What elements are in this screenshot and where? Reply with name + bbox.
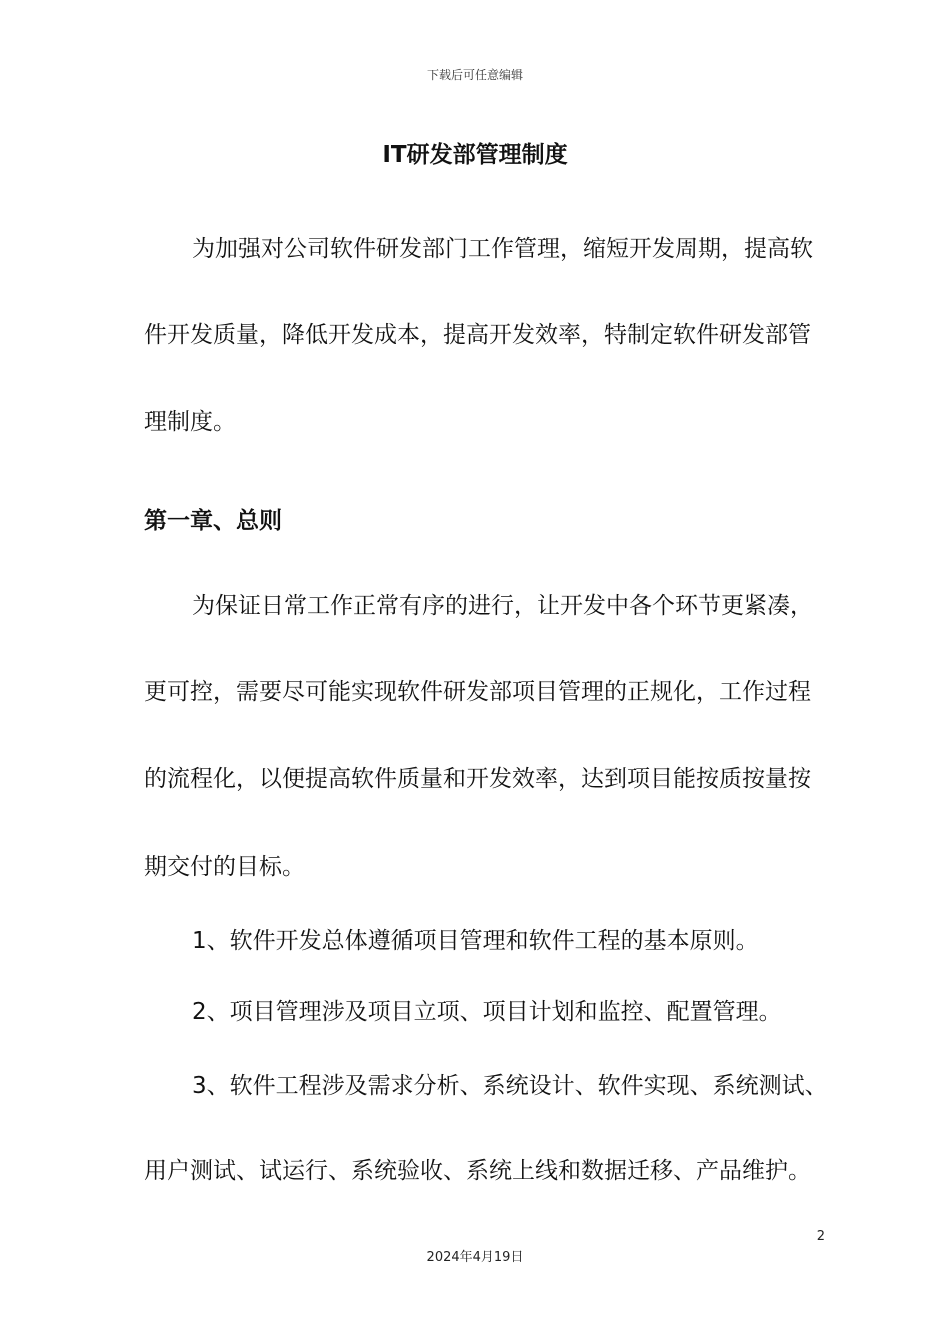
intro-line: 理制度。 xyxy=(144,409,236,435)
chapter-heading: 第一章、总则 xyxy=(144,508,282,534)
list-item: 3、软件工程涉及需求分析、系统设计、软件实现、系统测试、 xyxy=(192,1073,828,1099)
intro-line: 为加强对公司软件研发部门工作管理，缩短开发周期，提高软 xyxy=(192,236,813,262)
list-item: 1、软件开发总体遵循项目管理和软件工程的基本原则。 xyxy=(192,928,759,954)
footer-date: 2024年4月19日 xyxy=(426,1250,524,1265)
intro-line: 件开发质量，降低开发成本，提高开发效率，特制定软件研发部管 xyxy=(144,322,811,348)
list-item: 用户测试、试运行、系统验收、系统上线和数据迁移、产品维护。 xyxy=(144,1158,811,1184)
chapter-line: 的流程化，以便提高软件质量和开发效率，达到项目能按质按量按 xyxy=(144,766,811,792)
chapter-line: 为保证日常工作正常有序的进行，让开发中各个环节更紧凑， xyxy=(192,593,813,619)
document-title: IT研发部管理制度 xyxy=(382,142,568,168)
chapter-line: 期交付的目标。 xyxy=(144,854,305,880)
chapter-line: 更可控，需要尽可能实现软件研发部项目管理的正规化，工作过程 xyxy=(144,679,811,705)
list-item: 2、项目管理涉及项目立项、项目计划和监控、配置管理。 xyxy=(192,999,782,1025)
page-number: 2 xyxy=(816,1229,825,1244)
header-note: 下载后可任意编辑 xyxy=(426,68,523,82)
